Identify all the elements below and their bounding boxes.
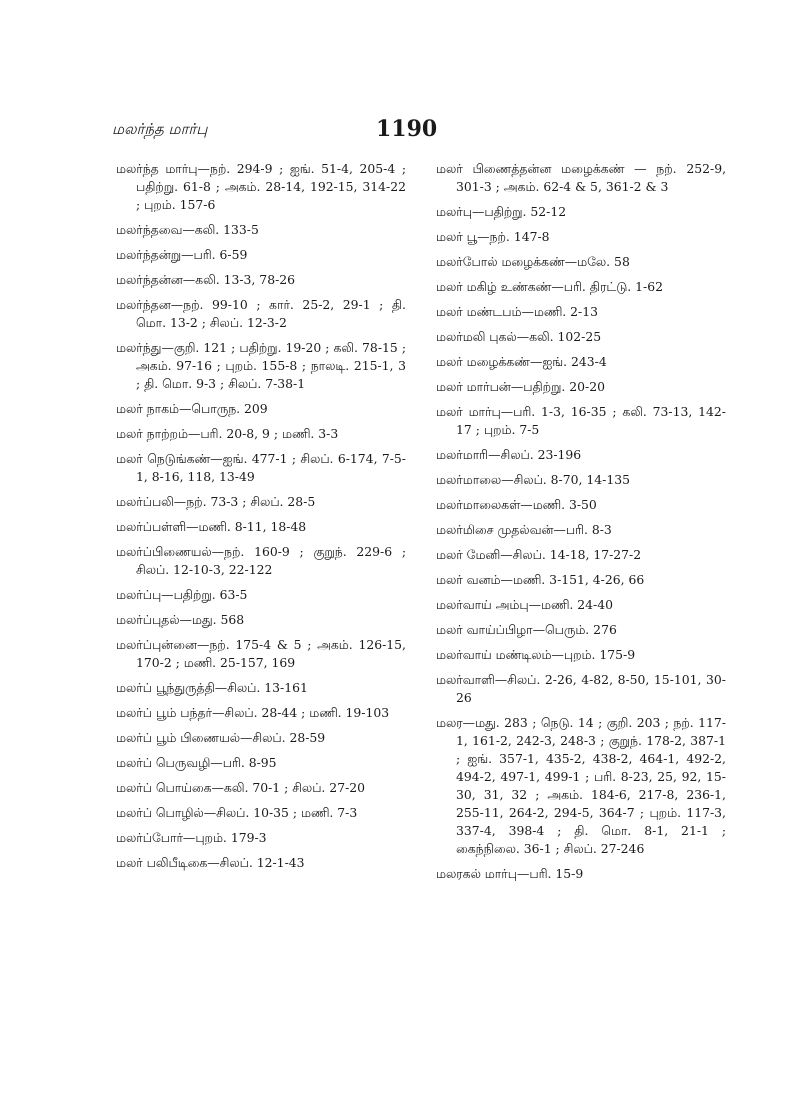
index-entry [116,339,406,393]
index-entry [116,400,406,418]
entry-headword: மலர்ப் பொய்கை [116,780,212,795]
entry-headword: மலர்மாரி [436,447,489,462]
entry-references: —மணி. 8-11, 18-48 [186,519,307,534]
entry-headword: மலரகல் மார்பு [436,866,517,881]
entry-headword: மலர்ப் பெருவழி [116,755,211,770]
index-entry [116,425,406,443]
index-entry [116,754,406,772]
entry-references: —சிலப். 10-35 ; மணி. 7-3 [203,805,358,820]
entry-references: —சிலப். 28-59 [239,730,326,745]
entry-references: —மது. 568 [179,612,245,627]
entry-headword: மலர [436,715,463,730]
left-column [116,160,406,879]
entry-references: —பரி. 20-8, 9 ; மணி. 3-3 [187,426,339,441]
entry-references: —பரி. திரட்டு. 1-62 [551,279,664,294]
entry-references: —நற். 147-8 [477,229,550,244]
index-entry [436,446,726,464]
entry-headword: மலர்ந்தன்று [116,247,182,262]
entry-references: —பதிற்று. 20-20 [510,379,605,394]
index-entry [116,636,406,672]
entry-headword: மலர்ப்போர் [116,830,183,845]
index-entry [436,278,726,296]
index-entry [436,353,726,371]
entry-headword: மலர்ப் பூம் பிணையல் [116,730,240,745]
index-entry [116,518,406,536]
entry-headword: மலர்வாளி [436,672,495,687]
index-entry [436,546,726,564]
entry-headword: மலர் நாற்றம் [116,426,188,441]
entry-headword: மலர்வாய் அம்பு [436,597,529,612]
entry-headword: மலர் மழைக்கண் [436,354,530,369]
entry-references: —கலி. 102-25 [516,329,602,344]
index-entry [116,296,406,332]
entry-references: —சிலப். 2-26, 4-82, 8-50, 15-101, 30-26 [456,672,726,705]
entry-headword: மலர்ப் பூம் பந்தர் [116,705,212,720]
index-entry [436,471,726,489]
entry-references: —சிலப். 14-18, 17-27-2 [500,547,642,562]
index-entry [116,804,406,822]
index-entry [436,621,726,639]
entry-references: —கலி. 133-5 [182,222,259,237]
index-entry [436,253,726,271]
entry-headword: மலர் மார்பன் [436,379,511,394]
entry-headword: மலர்ப்பலி [116,494,174,509]
index-entry [436,865,726,883]
entry-references: —பெரும். 276 [532,622,617,637]
entry-headword: மலர்மாலைகள் [436,497,521,512]
index-entry [436,496,726,514]
index-entry [436,160,726,196]
entry-references: —பரி. 8-3 [553,522,612,537]
entry-references: —பரி. 6-59 [181,247,248,262]
entry-headword: மலர்ப்புன்னை [116,637,197,652]
entry-references: —பரி. 8-95 [210,755,277,770]
entry-references: —சிலப். 23-196 [488,447,582,462]
index-entry [116,679,406,697]
entry-references: —நற். 73-3 ; சிலப். 28-5 [173,494,316,509]
page-number: 1190 [376,116,438,142]
entry-references: —பதிற்று. 52-12 [471,204,567,219]
entry-references: —பரி. 1-3, 16-35 ; கலி. 73-13, 142-17 ; புறம். 7-5 [456,404,726,437]
entry-headword: மலர்ப்பிணையல் [116,544,212,559]
entry-references: —சிலப். 8-70, 14-135 [501,472,630,487]
index-entry [116,271,406,289]
entry-headword: மலர்ப் பூந்துருத்தி [116,680,215,695]
entry-references: —மது. 283 ; நெடு. 14 ; குறி. 203 ; நற். 117-1, 161-2, 242-3, 248-3 ; குறுந். 178-2, 387-1 ; ஐங். 357-1, 435-2, 438-2, 464-1, 492-2, 494-2, 497-1, 499-1 ; பரி. 8-23, 25, 92, 15-30, 31, 32 ; அகம். 184-6, 217-8, 236-1, 255-11, 264-2, 294-5, 364-7 ; புறம். 117-3, 337-4, 398-4 ; தி. மொ. 8-1, 21-1 ; கைந்நிலை. 36-1 ; சிலப். 27-246 [456,715,726,856]
entry-headword: மலர்ப்பள்ளி [116,519,187,534]
index-entry [116,586,406,604]
entry-headword: மலர் பலிபீடிகை [116,855,208,870]
entry-references: —கலி. 70-1 ; சிலப். 27-20 [211,780,366,795]
entry-references: —மணி. 3-50 [520,497,597,512]
entry-headword: மலர்மாலை [436,472,502,487]
entry-references: —நற். 175-4 & 5 ; அகம். 126-15, 170-2 ; மணி. 25-157, 169 [136,637,406,670]
index-entry [116,854,406,872]
index-entry [116,611,406,629]
entry-headword: மலர் வனம் [436,572,501,587]
entry-references: — நற். 252-9, 301-3 ; அகம். 62-4 & 5, 361-2 & 3 [456,161,727,194]
entry-references: —மணி. 3-151, 4-26, 66 [500,572,645,587]
index-entry [436,378,726,396]
entry-references: —புறம். 179-3 [182,830,267,845]
index-entry [436,403,726,439]
entry-references: —ஐங். 243-4 [529,354,607,369]
entry-headword: மலர்ந்தன [116,297,171,312]
index-entry [436,328,726,346]
entry-headword: மலர் நெடுங்கண் [116,451,211,466]
entry-references: —புறம். 175-9 [551,647,636,662]
entry-headword: மலர்ந்தன்ன [116,272,183,287]
entry-headword: மலர் நாகம் [116,401,179,416]
index-entry [436,571,726,589]
entry-headword: மலர் வாய்ப்பிழா [436,622,533,637]
entry-references: —குறி. 121 ; பதிற்று. 19-20 ; கலி. 78-15 ; அகம். 97-16 ; புறம். 155-8 ; நாலடி. 215-1, 3 ; தி. மொ. 9-3 ; சிலப். 7-38-1 [136,340,406,391]
entry-headword: மலர்பு [436,204,472,219]
entry-headword: மலர்ப்புதல் [116,612,180,627]
entry-references: —நற். 99-10 ; கார். 25-2, 29-1 ; தி. மொ. 13-2 ; சிலப். 12-3-2 [136,297,406,330]
index-entry [436,596,726,614]
entry-headword: மலர் மேனி [436,547,501,562]
index-entry [436,714,726,858]
entry-references: —கலி. 13-3, 78-26 [182,272,296,287]
entry-headword: மலர்போல் மழைக்கண் [436,254,565,269]
entry-references: —மணி. 24-40 [528,597,613,612]
entry-references: —நற். 294-9 ; ஐங். 51-4, 205-4 ; பதிற்று. 61-8 ; அகம். 28-14, 192-15, 314-22 ; புறம். 157-6 [136,161,407,212]
index-entry [116,160,406,214]
index-entry [116,704,406,722]
entry-references: —ஐங். 477-1 ; சிலப். 6-174, 7-5-1, 8-16, 118, 13-49 [136,451,406,484]
index-entry [116,829,406,847]
index-entry [436,203,726,221]
entry-headword: மலர் மகிழ் உண்கண் [436,279,552,294]
index-entry [116,729,406,747]
entry-references: —சிலப். 28-44 ; மணி. 19-103 [212,705,390,720]
entry-headword: மலர்ந்த மார்பு [116,161,198,176]
entry-references: —நற். 160-9 ; குறுந். 229-6 ; சிலப். 12-10-3, 22-122 [136,544,406,577]
index-entry [436,646,726,664]
index-entry [116,221,406,239]
entry-headword: மலர்ப் பொழில் [116,805,204,820]
entry-references: —சிலப். 12-1-43 [207,855,305,870]
entry-headword: மலர் பூ [436,229,478,244]
index-entry [116,246,406,264]
entry-headword: மலர் மார்பு [436,404,501,419]
entry-headword: மலர்ந்தவை [116,222,183,237]
entry-references: —பதிற்று. 63-5 [161,587,248,602]
running-head: மலர்ந்த மார்பு [112,120,208,138]
entry-references: —மணி. 2-13 [521,304,598,319]
index-entry [116,450,406,486]
entry-headword: மலர்மலி புகல் [436,329,517,344]
index-entry [116,493,406,511]
entry-headword: மலர்வாய் மண்டிலம் [436,647,552,662]
entry-headword: மலர்ந்து [116,340,162,355]
index-entry [436,303,726,321]
entry-headword: மலர் பிணைத்தன்ன மழைக்கண் [436,161,625,176]
index-entry [436,671,726,707]
entry-headword: மலர்மிசை முதல்வன் [436,522,554,537]
entry-references: —மலே. 58 [564,254,630,269]
index-entry [116,543,406,579]
index-entry [436,228,726,246]
entry-references: —பரி. 15-9 [516,866,584,881]
entry-headword: மலர் மண்டபம் [436,304,522,319]
entry-headword: மலர்ப்பு [116,587,162,602]
index-entry [436,521,726,539]
right-column [436,160,726,890]
entry-references: —பொருந. 209 [179,401,268,416]
index-entry [116,779,406,797]
entry-references: —சிலப். 13-161 [214,680,308,695]
